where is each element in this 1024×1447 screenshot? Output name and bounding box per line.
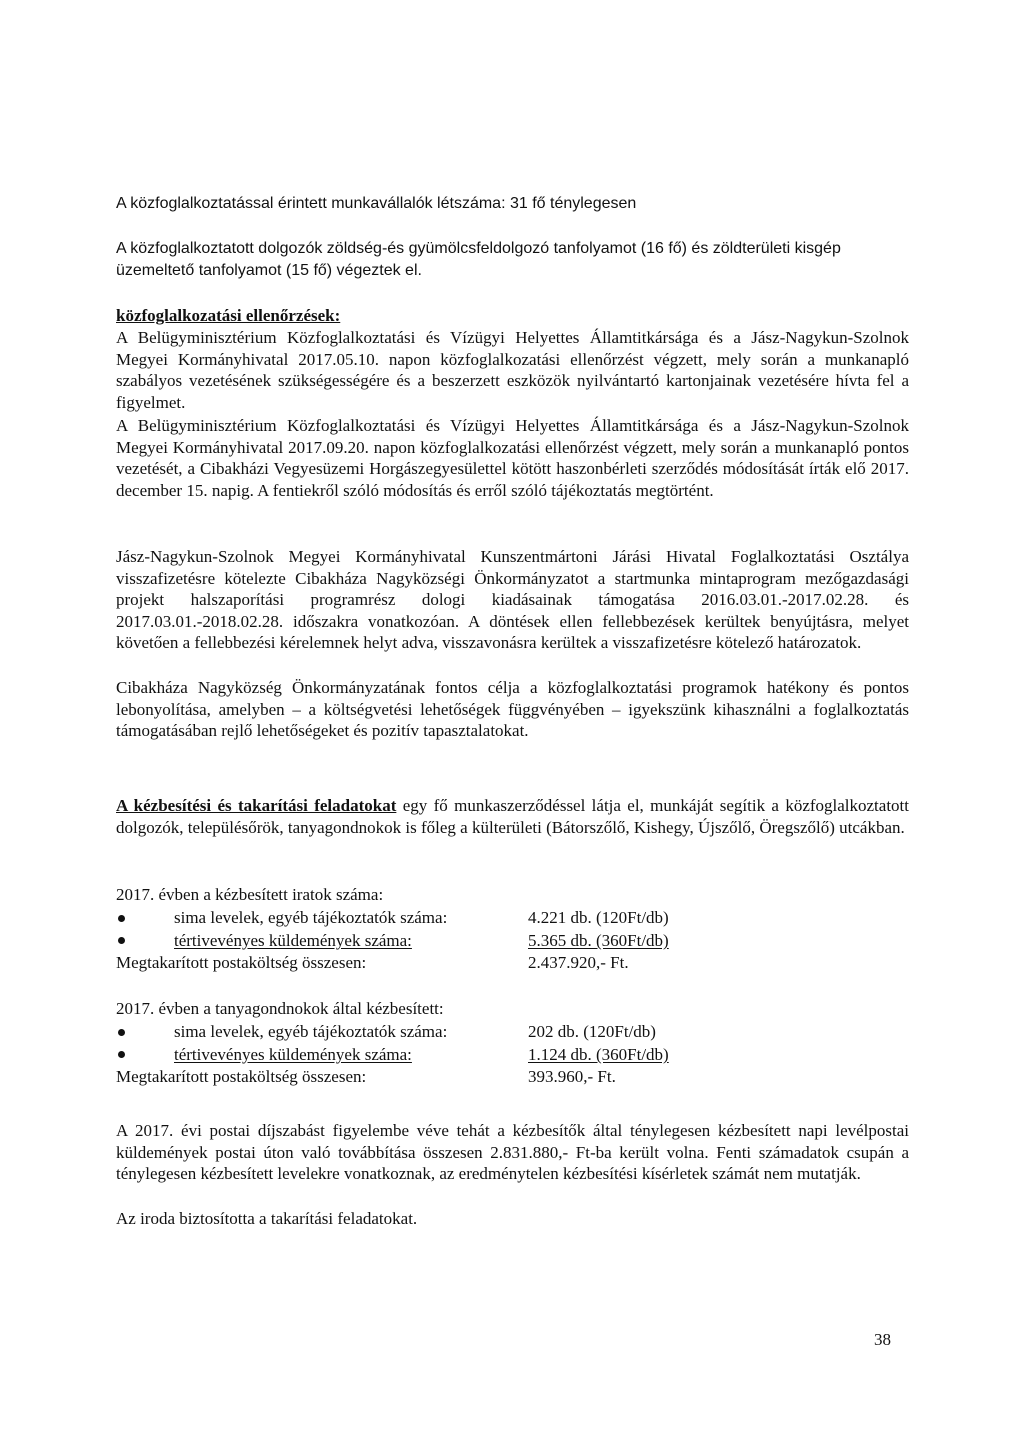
page-number: 38 (874, 1330, 891, 1349)
inspection-paragraph-3: Jász-Nagykun-Szolnok Megyei Kormányhivatal Kunszentmártoni Járási Hivatal Foglalkoztatási Osztálya visszafizetésre kötelezte Cibakháza Nagyközségi Önkormányzatot a startmunka mintaprogram mezőgazdasági projekt halszaporítási programrész dologi kiadásainak támogatása 2016.03.01.-2017.02.28. és 2017.03.01.-2018.02.28. időszakra vonatkozóan. A döntések ellen fellebbezések kerültek benyújtásra, melyet követően a fellebbezési kérelemnek helyt adva, visszavonásra kerültek a visszafizetésre kötelező határozatok. (116, 547, 909, 653)
block1-title: 2017. évben a kézbesített iratok száma: (116, 885, 384, 904)
inspection-paragraph-4: Cibakháza Nagyközség Önkormányzatának fontos célja a közfoglalkoztatási programok hatékony és pontos lebonyolítása, amelyben – a költségvetési lehetőségek függvényében – igyekszünk kihasználni a foglalkoztatás támogatásában rejlő lehetőségeket és pozitív tapasztalatokat. (116, 678, 909, 741)
block1-row2-label: tértivevényes küldemények száma: (174, 931, 412, 950)
block2-total-label: Megtakarított postaköltség összesen: (116, 1067, 367, 1086)
block1-total-value: 2.437.920,- Ft. (528, 953, 629, 972)
block2-title: 2017. évben a tanyagondnokok által kézbesített: (116, 999, 444, 1018)
block2-total-value: 393.960,- Ft. (528, 1067, 616, 1086)
bullet-icon (118, 1029, 125, 1036)
block2-row1-label: sima levelek, egyéb tájékoztatók száma: (174, 1022, 448, 1041)
bullet-icon (118, 937, 125, 944)
cleaning-paragraph: Az iroda biztosította a takarítási feladatokat. (116, 1209, 418, 1228)
delivery-paragraph (116, 795, 909, 838)
workforce-count-line: A közfoglalkoztatással érintett munkavállalók létszáma: 31 fő ténylegesen (116, 195, 637, 212)
inspection-paragraph-2: A Belügyminisztérium Közfoglalkoztatási és Vízügyi Helyettes Államtitkársága és a Jász-Nagykun-Szolnok Megyei Kormányhivatal 2017.09.20. napon közfoglalkozatási ellenőrzést végzett, mely során a munkanapló pontos vezetését, a Cibakházi Vegyesüzemi Horgászegyesülettel kötött haszonbérleti szerződés módosítását írták elő 2017. december 15. napig. A fentiekről szóló módosítás és erről szóló tájékoztatás megtörtént. (116, 416, 909, 500)
block2-row1-value: 202 db. (120Ft/db) (528, 1022, 656, 1041)
block1-row1-value: 4.221 db. (120Ft/db) (528, 908, 669, 927)
bullet-icon (118, 1051, 125, 1058)
inspections-heading: közfoglalkozatási ellenőrzések: (116, 306, 341, 325)
bullet-icon (118, 915, 125, 922)
block1-row1-label: sima levelek, egyéb tájékoztatók száma: (174, 908, 448, 927)
training-paragraph: A közfoglalkoztatott dolgozók zöldség-és gyümölcsfeldolgozó tanfolyamot (16 fő) és zöldterületi kisgép üzemeltető tanfolyamot (15 fő) végeztek el. (116, 240, 841, 279)
delivery-paragraph-text: egy fő munkaszerződéssel látja el, munkáját segítik a közfoglalkoztatott dolgozók, településőrök, tanyagondnokok is főleg a külterületi (Bátorszőlő, Kishegy, Újszőlő, Öregszőlő) utcákban. (116, 796, 909, 837)
block2-row2-label: tértivevényes küldemények száma: (174, 1045, 412, 1064)
delivery-heading: A kézbesítési és takarítási feladatokat (116, 796, 397, 815)
block1-total-label: Megtakarított postaköltség összesen: (116, 953, 367, 972)
inspection-paragraph-1: A Belügyminisztérium Közfoglalkoztatási és Vízügyi Helyettes Államtitkársága és a Jász-Nagykun-Szolnok Megyei Kormányhivatal 2017.05.10. napon közfoglalkozatási ellenőrzést végzett, mely során a munkanapló szabályos vezetésének szükségességére és a beszerzett eszközök nyilvántartó kartonjainak vezetésére hívta fel a figyelmet. (116, 328, 909, 412)
block1-row2-value: 5.365 db. (360Ft/db) (528, 931, 669, 950)
postal-savings-paragraph: A 2017. évi postai díjszabást figyelembe véve tehát a kézbesítők által ténylegesen kézbesített napi levélpostai küldemények postai úton való továbbítása összesen 2.831.880,- Ft-ba került volna. Fenti számadatok csupán a ténylegesen kézbesített levelekre vonatkoznak, az eredménytelen kézbesítési kísérletek számát nem mutatják. (116, 1121, 909, 1184)
block2-row2-value: 1.124 db. (360Ft/db) (528, 1045, 669, 1064)
